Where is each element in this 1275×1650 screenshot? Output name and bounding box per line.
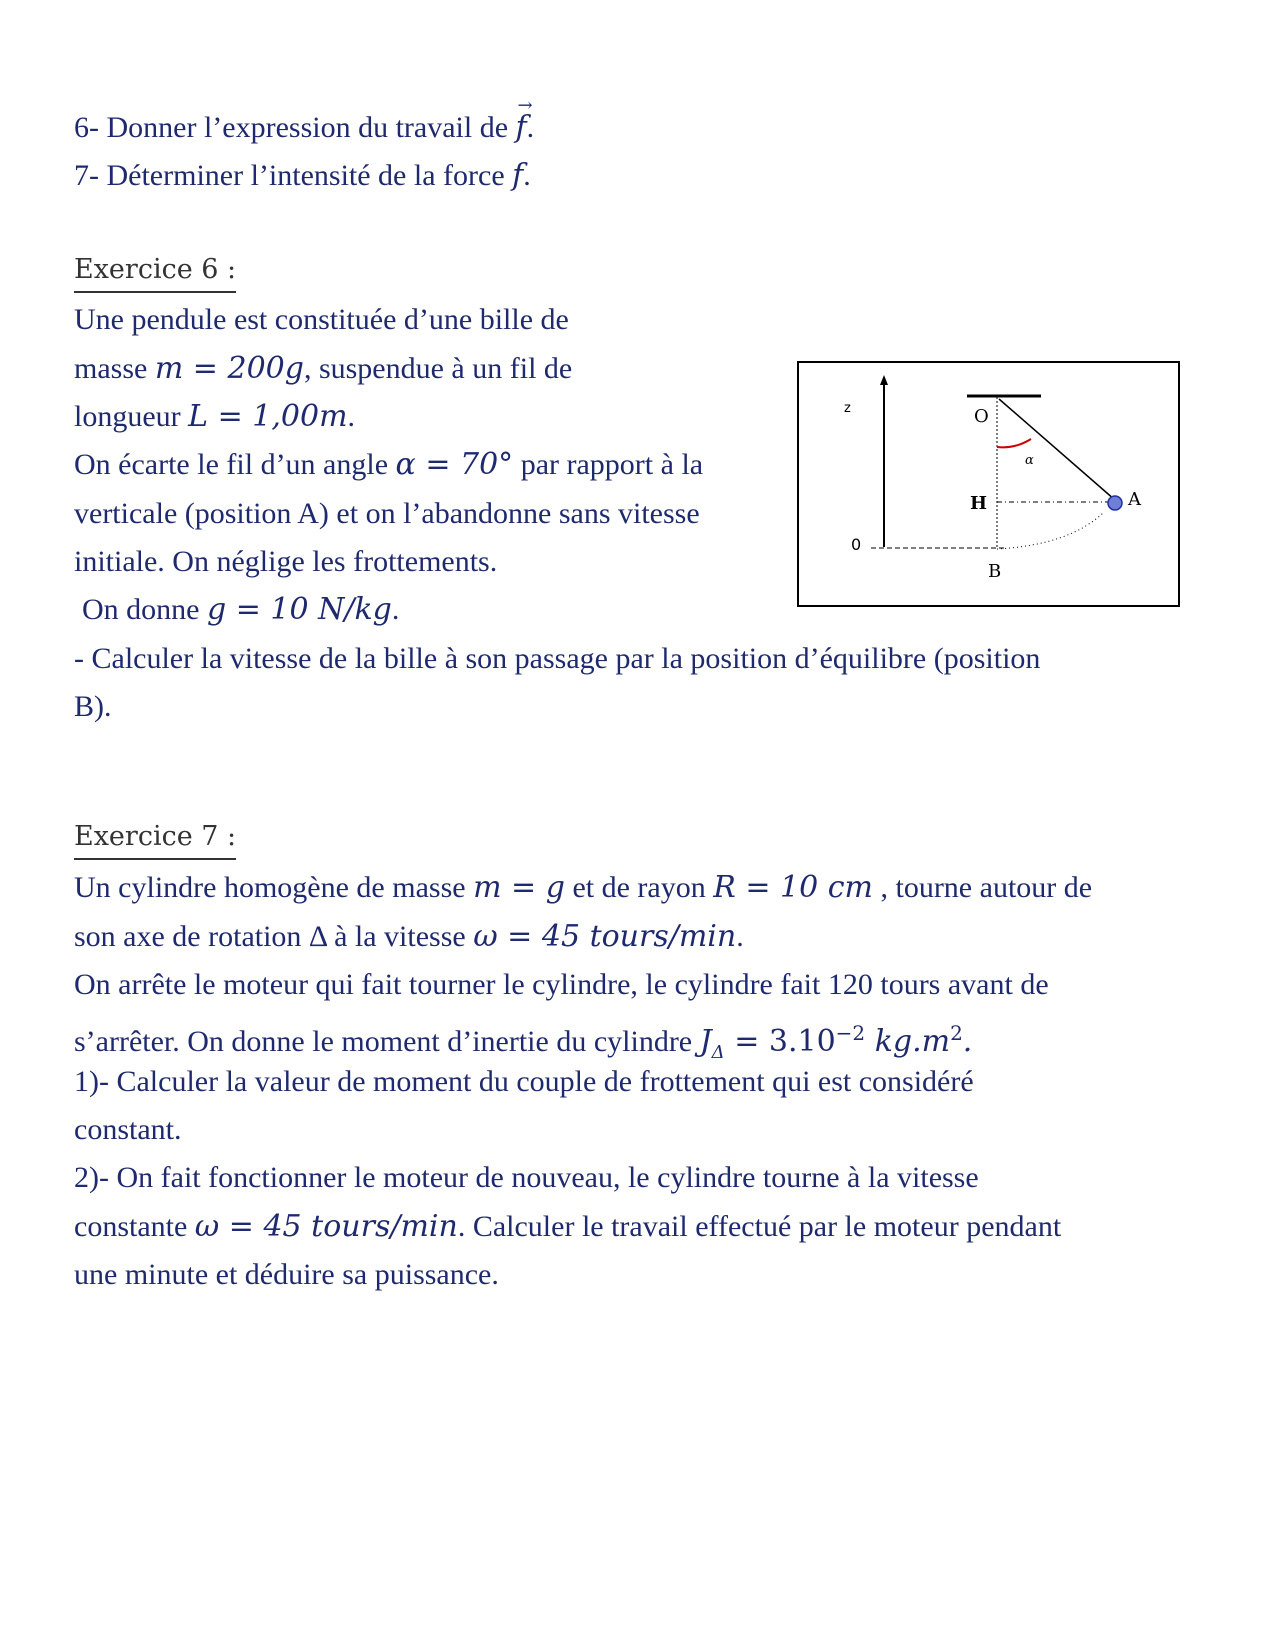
force-vector-symbol: → f bbox=[516, 108, 527, 148]
position-b-label: B bbox=[988, 561, 1002, 582]
ex7-line-5: 1)- Calculer la valeur de moment du couple de frottement qui est considéré bbox=[74, 1065, 974, 1098]
ex7-line-2-b: . bbox=[736, 920, 744, 953]
angular-speed-formula: ω = 45 tours/min bbox=[473, 919, 737, 954]
ex7-line-6: constant. bbox=[74, 1113, 182, 1146]
ex7-line-8-b: . Calculer le travail effectué par le moteur pendant bbox=[457, 1210, 1062, 1243]
inertia-unit-exponent: 2 bbox=[950, 1021, 963, 1045]
ex6-line-9: B). bbox=[74, 690, 112, 723]
length-formula: L = 1,00m bbox=[188, 399, 348, 434]
ex6-line-8: - Calculer la vitesse de la bille à son passage par la position d’équilibre (position bbox=[74, 642, 1041, 675]
ex6-line-4 bbox=[74, 445, 703, 485]
inertia-value: = 3.10 bbox=[724, 1024, 836, 1059]
exercise-7-title: Exercice 7 : bbox=[74, 820, 236, 860]
inertia-subscript: Δ bbox=[711, 1042, 725, 1063]
ex6-line-2-b: , suspendue à un fil de bbox=[303, 352, 573, 385]
pendulum-string bbox=[999, 399, 1115, 500]
ex7-line-9: une minute et déduire sa puissance. bbox=[74, 1258, 499, 1291]
ex6-line-2 bbox=[74, 349, 572, 389]
force-symbol: f bbox=[512, 158, 524, 193]
ex6-line-5: verticale (position A) et on l’abandonne sans vitesse bbox=[74, 497, 700, 530]
pendulum-diagram bbox=[799, 363, 1178, 605]
z-label: z bbox=[844, 401, 851, 416]
position-a-label: A bbox=[1128, 489, 1141, 510]
ex6-line-7 bbox=[82, 590, 399, 630]
mass-formula: m = 200g bbox=[154, 351, 304, 386]
ex6-line-3 bbox=[74, 397, 355, 437]
ex6-line-4-b: par rapport à la bbox=[520, 448, 704, 481]
question-7-text: 7- Déterminer l’intensité de la force bbox=[74, 159, 505, 192]
question-6 bbox=[74, 108, 534, 148]
ex6-line-6: initiale. On néglige les frottements. bbox=[74, 545, 498, 578]
ex7-line-1-c: , tourne autour de bbox=[880, 871, 1093, 904]
angle-formula: α = 70° bbox=[395, 447, 514, 482]
gravity-formula: g = 10 N/kg bbox=[206, 592, 392, 627]
inertia-unit: kg.m bbox=[865, 1024, 951, 1059]
pendulum-figure bbox=[797, 361, 1180, 607]
constant-speed-formula: ω = 45 tours/min bbox=[194, 1209, 458, 1244]
ex7-line-1-b: et de rayon bbox=[572, 871, 706, 904]
question-7 bbox=[74, 156, 531, 196]
inertia-formula bbox=[699, 1021, 973, 1063]
ex7-line-8 bbox=[74, 1207, 1061, 1247]
question-6-text: 6- Donner l’expression du travail de bbox=[74, 111, 509, 144]
ex6-line-7-b: . bbox=[391, 593, 400, 626]
ex7-line-1-a: Un cylindre homogène de masse bbox=[74, 871, 466, 904]
ex7-line-1 bbox=[74, 868, 1092, 908]
cylinder-mass-formula: m = g bbox=[473, 870, 565, 905]
ex7-line-8-a: constante bbox=[74, 1210, 188, 1243]
origin-label: 0 bbox=[851, 535, 862, 554]
ex6-line-3-a: longueur bbox=[74, 400, 181, 433]
trajectory-arc bbox=[997, 513, 1103, 549]
inertia-end: . bbox=[962, 1024, 973, 1059]
ex7-line-7: 2)- On fait fonctionner le moteur de nouveau, le cylindre tourne à la vitesse bbox=[74, 1161, 979, 1194]
pivot-o-label: O bbox=[974, 406, 989, 427]
h-label: H bbox=[970, 493, 988, 514]
ex6-line-1: Une pendule est constituée d’une bille de bbox=[74, 303, 569, 336]
ex7-line-3: On arrête le moteur qui fait tourner le cylindre, le cylindre fait 120 tours avant de bbox=[74, 968, 1049, 1001]
inertia-exponent: −2 bbox=[835, 1021, 866, 1045]
question-7-end: . bbox=[523, 159, 531, 192]
exercise-6-title: Exercice 6 : bbox=[74, 253, 236, 293]
radius-formula: R = 10 cm bbox=[713, 870, 873, 905]
ex7-line-4-a: s’arrêter. On donne le moment d’inertie du cylindre bbox=[74, 1025, 693, 1058]
inertia-symbol: J bbox=[699, 1024, 712, 1059]
ex7-line-2-a: son axe de rotation Δ à la vitesse bbox=[74, 920, 466, 953]
ex6-line-3-b: . bbox=[347, 400, 356, 433]
alpha-label: α bbox=[1025, 453, 1034, 468]
ex6-line-4-a: On écarte le fil d’un angle bbox=[74, 448, 389, 481]
z-axis-arrow bbox=[880, 375, 888, 385]
ball-a bbox=[1108, 496, 1122, 510]
angle-arc bbox=[997, 439, 1031, 447]
ex7-line-2 bbox=[74, 917, 744, 957]
question-6-end: . bbox=[526, 111, 535, 144]
ex6-line-2-a: masse bbox=[74, 352, 148, 385]
ex6-line-7-a: On donne bbox=[82, 593, 200, 626]
